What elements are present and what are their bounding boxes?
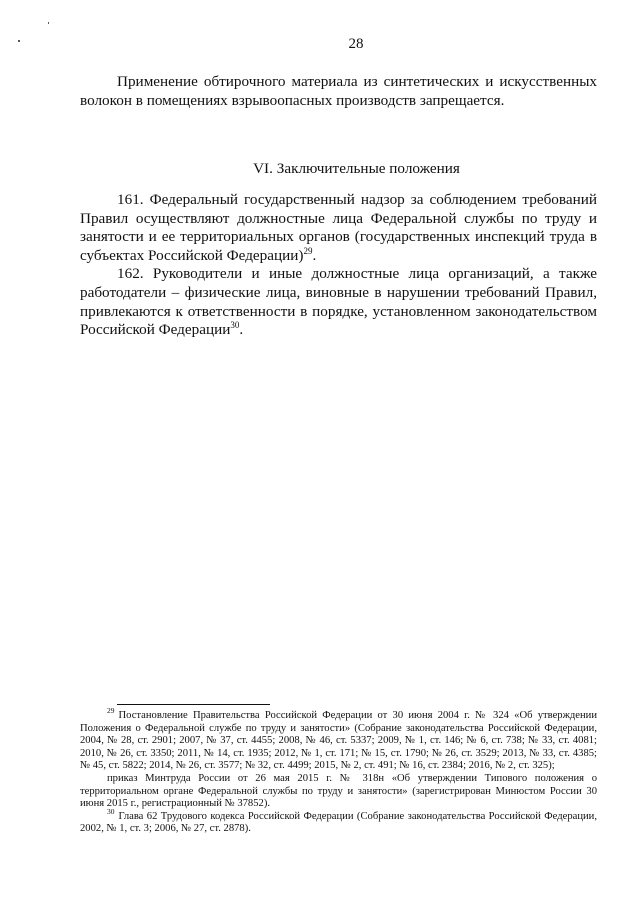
footnote-29 <box>80 706 597 773</box>
scan-speck <box>18 40 20 42</box>
section-heading: VI. Заключительные положения <box>253 160 460 177</box>
footnote-29-text: Постановление Правительства Российской Федерации от 30 июня 2004 г. № 324 «Об утверждении Положения о Федеральной службе по труду и занятости» (Собрание законодательства Российской Федерации, 2004, № 28, ст. 2901; 2007, № 37, ст. 4455; 2008, № 46, ст. 5337; 2009, № 1, ст. 146; № 6, ст. 738; № 33, ст. 4081; 2010, № 26, ст. 3350; 2011, № 14, ст. 1935; 2012, № 1, ст. 171; № 15, ст. 1790; № 26, ст. 3529; 2013, № 33, ст. 4385; № 45, ст. 5822; 2014, № 26, ст. 3577; № 32, ст. 4499; 2015, № 2, ст. 491; № 16, ст. 2384; 2016, № 2, ст. 325); <box>80 710 597 772</box>
page-number: 28 <box>348 36 364 52</box>
footnote-29-continued-text: приказ Минтруда России от 26 мая 2015 г. № 318н «Об утверждении Типового положения о территориальном органе Федеральной службы по труду и занятости» (зарегистрирован Минюстом России 30 июня 2015 г., регистрационный № 37852). <box>80 772 597 810</box>
scan-speck <box>48 22 49 24</box>
paragraph-161-text: 161. Федеральный государственный надзор за соблюдением требований Правил осуществляют должностные лица Федеральной службы по труду и занятости и ее территориальных органов (государственных инспекций труда в субъектах Российской Федерации) <box>80 191 597 264</box>
paragraph-161 <box>80 191 597 265</box>
paragraph-162-text: 162. Руководители и иные должностные лица организаций, а также работодатели – физические лица, виновные в нарушении требований Правил, привлекаются к ответственности в порядке, установленном законодательством Российской Федерации <box>80 265 597 339</box>
paragraph-162 <box>80 265 597 339</box>
intro-paragraph: Применение обтирочного материала из синтетических и искусственных волокон в помещениях взрывоопасных производств запрещается. <box>80 73 597 109</box>
footnotes-section <box>80 706 597 836</box>
footnote-separator <box>117 704 270 705</box>
footnote-29-continued <box>80 773 597 811</box>
paragraph-162-tail: . <box>239 321 244 339</box>
intro-paragraph-block <box>80 73 597 110</box>
footnote-29-marker: 29 <box>107 706 115 716</box>
footnote-30 <box>80 807 597 836</box>
footnote-ref-29: 29 <box>303 245 313 256</box>
footnote-30-marker: 30 <box>107 807 115 817</box>
footnote-ref-30: 30 <box>230 320 240 331</box>
footnote-30-text: Глава 62 Трудового кодекса Российской Федерации (Собрание законодательства Российской Федерации, 2002, № 1, ст. 3; 2006, № 27, ст. 2878). <box>80 810 597 835</box>
paragraph-161-tail: . <box>312 246 317 264</box>
final-provisions-body <box>80 191 597 340</box>
